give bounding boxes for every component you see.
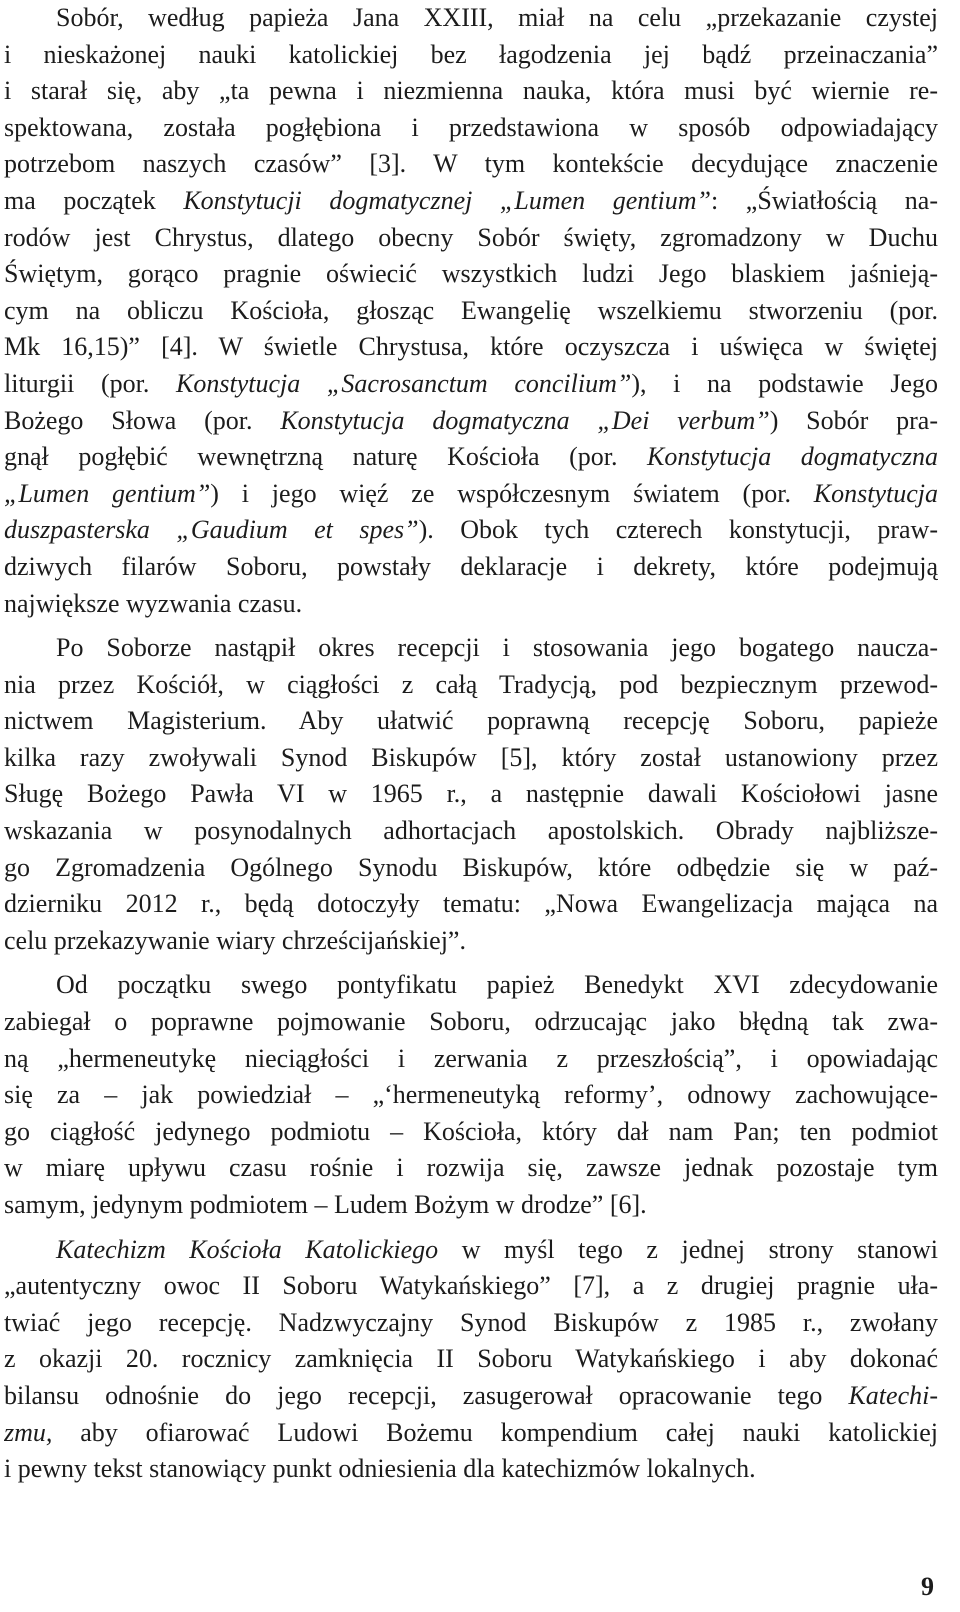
- text-segment: Świętym, gorąco pragnie oświecić wszystkich ludzi Jego blaskiem jaśnieją-: [4, 259, 938, 289]
- paragraph: [4, 1232, 938, 1488]
- text-line: [4, 1187, 938, 1224]
- italic-text: Konstytucja dogmatyczna: [647, 442, 938, 472]
- text-line: [4, 366, 938, 403]
- text-segment: cym na obliczu Kościoła, głosząc Ewangelię wszelkiemu stworzeniu (por.: [4, 295, 938, 325]
- text-segment: „autentyczny owoc II Soboru Watykańskiego” [7], a z drugiej pragnie uła-: [4, 1271, 938, 1301]
- text-segment: i nieskażonej nauki katolickiej bez łagodzenia jej bądź przeinaczania”: [4, 39, 938, 69]
- text-line: [4, 1378, 938, 1415]
- text-segment: się za – jak powiedział – „‘hermeneutyką reformy’, odnowy zachowujące-: [4, 1080, 938, 1110]
- text-segment: bilansu odnośnie do jego recepcji, zasugerował opracowanie tego: [4, 1380, 849, 1410]
- text-line: [4, 1077, 938, 1114]
- text-segment: celu przekazywanie wiary chrześcijańskiej”.: [4, 925, 466, 955]
- text-line: [4, 146, 938, 183]
- text-segment: Sługę Bożego Pawła VI w 1965 r., a następnie dawali Kościołowi jasne: [4, 779, 938, 809]
- text-line: [4, 549, 938, 586]
- italic-text: Katechizm Kościoła Katolickiego: [56, 1234, 439, 1264]
- text-line: [4, 1305, 938, 1342]
- text-segment: Od początku swego pontyfikatu papież Benedykt XVI zdecydowanie: [56, 970, 938, 1000]
- text-line: [4, 73, 938, 110]
- text-line: [4, 403, 938, 440]
- paragraph-gap: [4, 622, 938, 630]
- text-line: [4, 703, 938, 740]
- text-line: [4, 740, 938, 777]
- text-line: [4, 850, 938, 887]
- text-line: [4, 476, 938, 513]
- italic-text: Konstytucja „Sacrosanctum concilium”: [176, 368, 632, 398]
- text-segment: ), i na podstawie Jego: [631, 368, 938, 398]
- text-segment: nictwem Magisterium. Aby ułatwić poprawną recepcję Soboru, papieże: [4, 706, 938, 736]
- text-line: [4, 1150, 938, 1187]
- italic-text: Konstytucji dogmatycznej „Lumen gentium”: [183, 185, 711, 215]
- text-line: [4, 293, 938, 330]
- italic-text: zmu,: [4, 1417, 53, 1447]
- text-segment: nia przez Kościół, w ciągłości z całą Tradycją, pod bezpiecznym przewod-: [4, 669, 938, 699]
- text-segment: ) Sobór pra-: [769, 405, 938, 435]
- text-segment: dzierniku 2012 r., będą dotoczyły tematu: „Nowa Ewangelizacja mająca na: [4, 889, 938, 919]
- text-line: [4, 1041, 938, 1078]
- text-line: [4, 1415, 938, 1452]
- text-segment: go Zgromadzenia Ogólnego Synodu Biskupów, które odbędzie się w paź-: [4, 852, 938, 882]
- text-line: [4, 813, 938, 850]
- text-line: [4, 110, 938, 147]
- text-segment: liturgii (por.: [4, 368, 177, 398]
- text-segment: w miarę upływu czasu rośnie i rozwija się, zawsze jednak pozostaje tym: [4, 1153, 938, 1183]
- text-line: [4, 183, 938, 220]
- italic-text: Konstytucja: [813, 478, 938, 508]
- text-segment: Po Soborze nastąpił okres recepcji i stosowania jego bogatego naucza-: [56, 633, 938, 663]
- text-line: [4, 586, 938, 623]
- text-segment: i pewny tekst stanowiący punkt odniesienia dla katechizmów lokalnych.: [4, 1454, 756, 1484]
- body-text: [4, 0, 938, 1488]
- text-line: [4, 886, 938, 923]
- text-line: [4, 37, 938, 74]
- text-segment: w myśl tego z jednej strony stanowi: [438, 1234, 938, 1264]
- text-line: [4, 1268, 938, 1305]
- text-segment: wskazania w posynodalnych adhortacjach apostolskich. Obrady najbliższe-: [4, 816, 938, 846]
- text-line: [4, 1232, 938, 1269]
- text-line: [4, 329, 938, 366]
- text-line: [4, 1451, 938, 1488]
- text-segment: zabiegał o poprawne pojmowanie Soboru, odrzucając jako błędną tak zwa-: [4, 1007, 938, 1037]
- text-line: [4, 439, 938, 476]
- italic-text: Konstytucja dogmatyczna „Dei verbum”: [280, 405, 770, 435]
- paragraph: [4, 0, 938, 622]
- paragraph: [4, 967, 938, 1223]
- text-line: [4, 512, 938, 549]
- text-segment: samym, jedynym podmiotem – Ludem Bożym w drodze” [6].: [4, 1190, 647, 1219]
- paragraph: [4, 630, 938, 959]
- text-segment: ną „hermeneutykę nieciągłości i zerwania z przeszłością”, i opowiadając: [4, 1043, 938, 1073]
- paragraph-gap: [4, 1224, 938, 1232]
- text-segment: ma początek: [4, 185, 184, 215]
- italic-text: Katechi-: [848, 1380, 938, 1410]
- text-line: [4, 630, 938, 667]
- text-line: [4, 776, 938, 813]
- text-segment: Bożego Słowa (por.: [4, 405, 281, 435]
- text-line: [4, 967, 938, 1004]
- text-line: [4, 1114, 938, 1151]
- text-line: [4, 1004, 938, 1041]
- text-segment: spektowana, została pogłębiona i przedstawiona w sposób odpowiadający: [4, 112, 938, 142]
- paragraph-gap: [4, 959, 938, 967]
- text-line: [4, 220, 938, 257]
- text-segment: ) i jego więź ze współczesnym światem (por.: [210, 478, 814, 508]
- text-segment: aby ofiarować Ludowi Bożemu kompendium całej nauki katolickiej: [52, 1417, 938, 1447]
- text-segment: ). Obok tych czterech konstytucji, praw-: [418, 515, 938, 545]
- text-segment: dziwych filarów Soboru, powstały deklaracje i dekrety, które podejmują: [4, 551, 938, 581]
- text-segment: gnął pogłębić wewnętrzną naturę Kościoła (por.: [4, 442, 648, 472]
- text-segment: go ciągłość jedynego podmiotu – Kościoła, który dał nam Pan; ten podmiot: [4, 1116, 938, 1146]
- text-segment: i starał się, aby „ta pewna i niezmienna nauka, która musi być wiernie re-: [4, 76, 938, 106]
- text-segment: rodów jest Chrystus, dlatego obecny Sobór święty, zgromadzony w Duchu: [4, 222, 938, 252]
- text-line: [4, 256, 938, 293]
- text-segment: potrzebom naszych czasów” [3]. W tym kontekście decydujące znaczenie: [4, 149, 938, 179]
- text-segment: : „Światłością na-: [710, 185, 938, 215]
- italic-text: „Lumen gentium”: [4, 478, 211, 508]
- text-line: [4, 0, 938, 37]
- text-line: [4, 667, 938, 704]
- text-line: [4, 1341, 938, 1378]
- text-segment: Sobór, według papieża Jana XXIII, miał na celu „przekazanie czystej: [56, 3, 938, 32]
- text-line: [4, 923, 938, 960]
- text-segment: największe wyzwania czasu.: [4, 588, 303, 618]
- text-segment: kilka razy zwoływali Synod Biskupów [5], który został ustanowiony przez: [4, 742, 938, 772]
- text-segment: z okazji 20. rocznicy zamknięcia II Soboru Watykańskiego i aby dokonać: [4, 1344, 938, 1374]
- text-segment: Mk 16,15)” [4]. W świetle Chrystusa, które oczyszcza i uświęca w świętej: [4, 332, 938, 362]
- text-segment: twiać jego recepcję. Nadzwyczajny Synod Biskupów z 1985 r., zwołany: [4, 1307, 938, 1337]
- page-number: 9: [921, 1572, 934, 1601]
- italic-text: duszpasterska „Gaudium et spes”: [4, 515, 419, 545]
